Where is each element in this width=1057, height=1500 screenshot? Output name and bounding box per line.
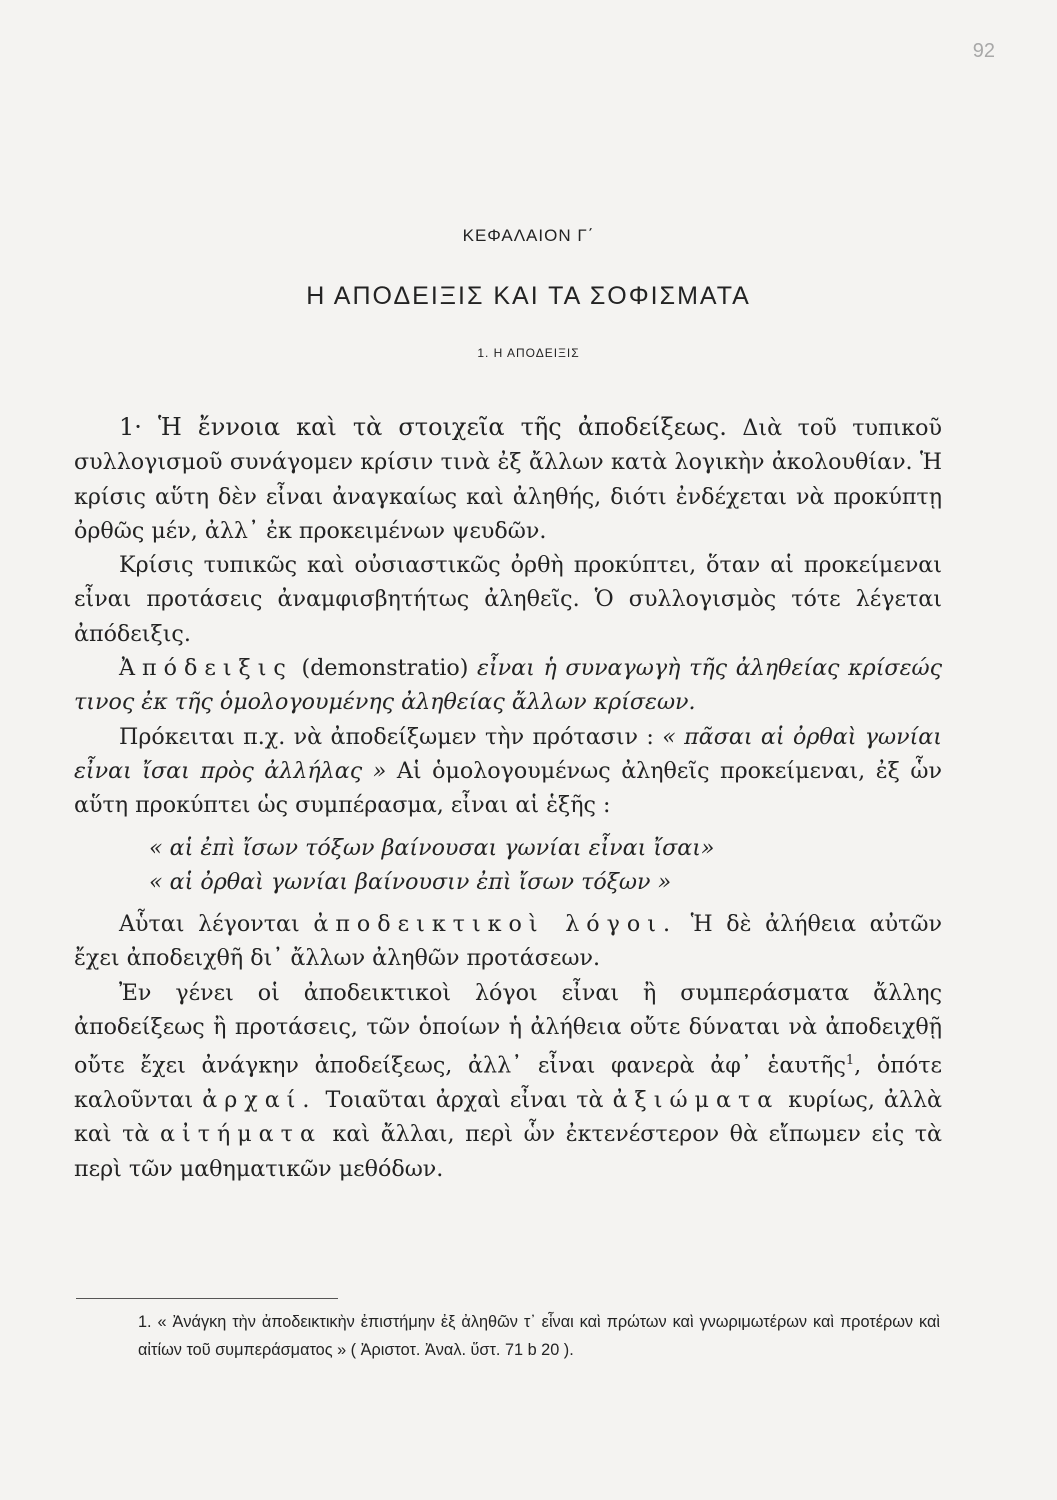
chapter-title: Η ΑΠΟΔΕΙΞΙΣ ΚΑΙ ΤΑ ΣΟΦΙΣΜΑΤΑ [306,282,751,310]
paragraph-6 [74,976,942,1186]
paragraph-6-text2: , ὁπότε καλοῦνται [74,1052,942,1114]
paragraph-1 [74,410,942,548]
paragraph-5 [74,907,942,976]
footnote-divider [76,1298,338,1299]
paragraph-5-pre: Αὗται λέγονται [119,911,314,938]
paragraph-4-quote: « πᾶσαι αἱ ὀρθαὶ γωνίαι εἶναι ἴσαι πρὸς ἀλλήλας » [74,723,942,784]
definition-text: εἶναι ἡ συναγωγὴ τῆς ἀληθείας κρίσεώς τινος ἐκ τῆς ὁμολογουμένης ἀληθείας ἄλλων κρίσεων. [74,655,942,716]
quote-1: « αἱ ἐπὶ ἴσων τόξων βαίνουσαι γωνίαι εἶναι ἴσαι» [149,834,715,861]
paragraph-4-rest: Αἱ ὁμολογουμένως ἀληθεῖς προκείμεναι, ἐξ ὧν αὕτη προκύπτει ὡς συμπέρασμα, εἶναι αἱ ἑξῆς : [74,757,942,819]
chapter-heading: ΚΕΦΑΛΑΙΟΝ Γ΄ [462,226,595,245]
footnote [76,1308,940,1364]
paragraph-6-text4: κυρίως, ἀλλὰ καὶ τὰ [74,1087,942,1148]
paragraph-4-intro: Πρόκειται π.χ. νὰ ἀποδείξωμεν τὴν πρότασιν : [119,723,663,750]
paragraph-4 [74,720,942,823]
quote-2: « αἱ ὀρθαὶ γωνίαι βαίνουσιν ἐπὶ ἴσων τόξων » [149,868,672,895]
paragraph-2: Κρίσις τυπικῶς καὶ οὐσιαστικῶς ὀρθὴ προκύπτει, ὅταν αἱ προκείμεναι εἶναι προτάσεις ἀναμφισβητήτως ἀληθεῖς. Ὁ συλλογισμὸς τότε λέγεται ἀπόδειξις. [74,552,942,647]
paragraph-1-text: Διὰ τοῦ τυπικοῦ συλλογισμοῦ συνάγομεν κρίσιν τινὰ ἐξ ἄλλων κατὰ λογικὴν ἀκολουθίαν. Ἡ κρίσις αὕτη δὲν εἶναι ἀναγκαίως καὶ ἀληθής, διότι ἐνδέχεται νὰ προκύπτῃ ὀρθῶς μέν, ἀλλ᾽ ἐκ προκειμένων ψευδῶν. [74,415,942,544]
paragraph-6-text3: Τοιαῦται ἀρχαὶ εἶναι τὰ [316,1087,613,1114]
term-axiomata: ἀξιώματα [612,1087,780,1114]
paragraph-6-text5: καὶ ἄλλαι, περὶ ὧν ἐκτενέστερον θὰ εἴπωμεν εἰς τὰ περὶ τῶν μαθηματικῶν μεθόδων. [74,1121,942,1182]
latin-term: (demonstratio) [292,655,478,682]
page-number: 92 [972,40,995,62]
term-aitimata: αἰτήματα [160,1121,322,1148]
footnote-reference: 1 [845,1053,855,1069]
section-heading: 1. Η ΑΠΟΔΕΙΞΙΣ [477,346,580,360]
term-apodeiktikoi: ἀποδεικτικοὶ λόγοι. [313,911,678,938]
body-text [74,410,942,1186]
paragraph-1-lead: 1· Ἡ ἔννοια καὶ τὰ στοιχεῖα τῆς ἀποδείξεως. [119,413,727,441]
paragraph-5-post: Ἡ δὲ ἀλήθεια αὐτῶν ἔχει ἀποδειχθῆ δι᾽ ἄλλων ἀληθῶν προτάσεων. [74,911,942,972]
term-apodeixis: Ἀπόδειξις [119,655,293,682]
footnote-text: 1. « Ἀνάγκη τὴν ἀποδεικτικὴν ἐπιστήμην ἐξ ἀληθῶν τ᾽ εἶναι καὶ πρώτων καὶ γνωριμωτέρων καὶ προτέρων καὶ αἰτίων τοῦ συμπεράσματος » ( Ἀριστοτ. Ἀναλ. ὕστ. 71 b 20 ). [138,1313,940,1359]
paragraph-3 [74,651,942,720]
paragraph-6-text1: Ἐν γένει οἱ ἀποδεικτικοὶ λόγοι εἶναι ἢ συμπεράσματα ἄλλης ἀποδείξεως ἢ προτάσεις, τῶν ὁποίων ἡ ἀλήθεια οὔτε δύναται νὰ ἀποδειχθῇ οὔτε ἔχει ἀνάγκην ἀποδείξεως, ἀλλ᾽ εἶναι φανερὰ ἀφ᾽ ἑαυτῆς [74,979,942,1079]
term-archai: ἀρχαί. [202,1087,317,1114]
